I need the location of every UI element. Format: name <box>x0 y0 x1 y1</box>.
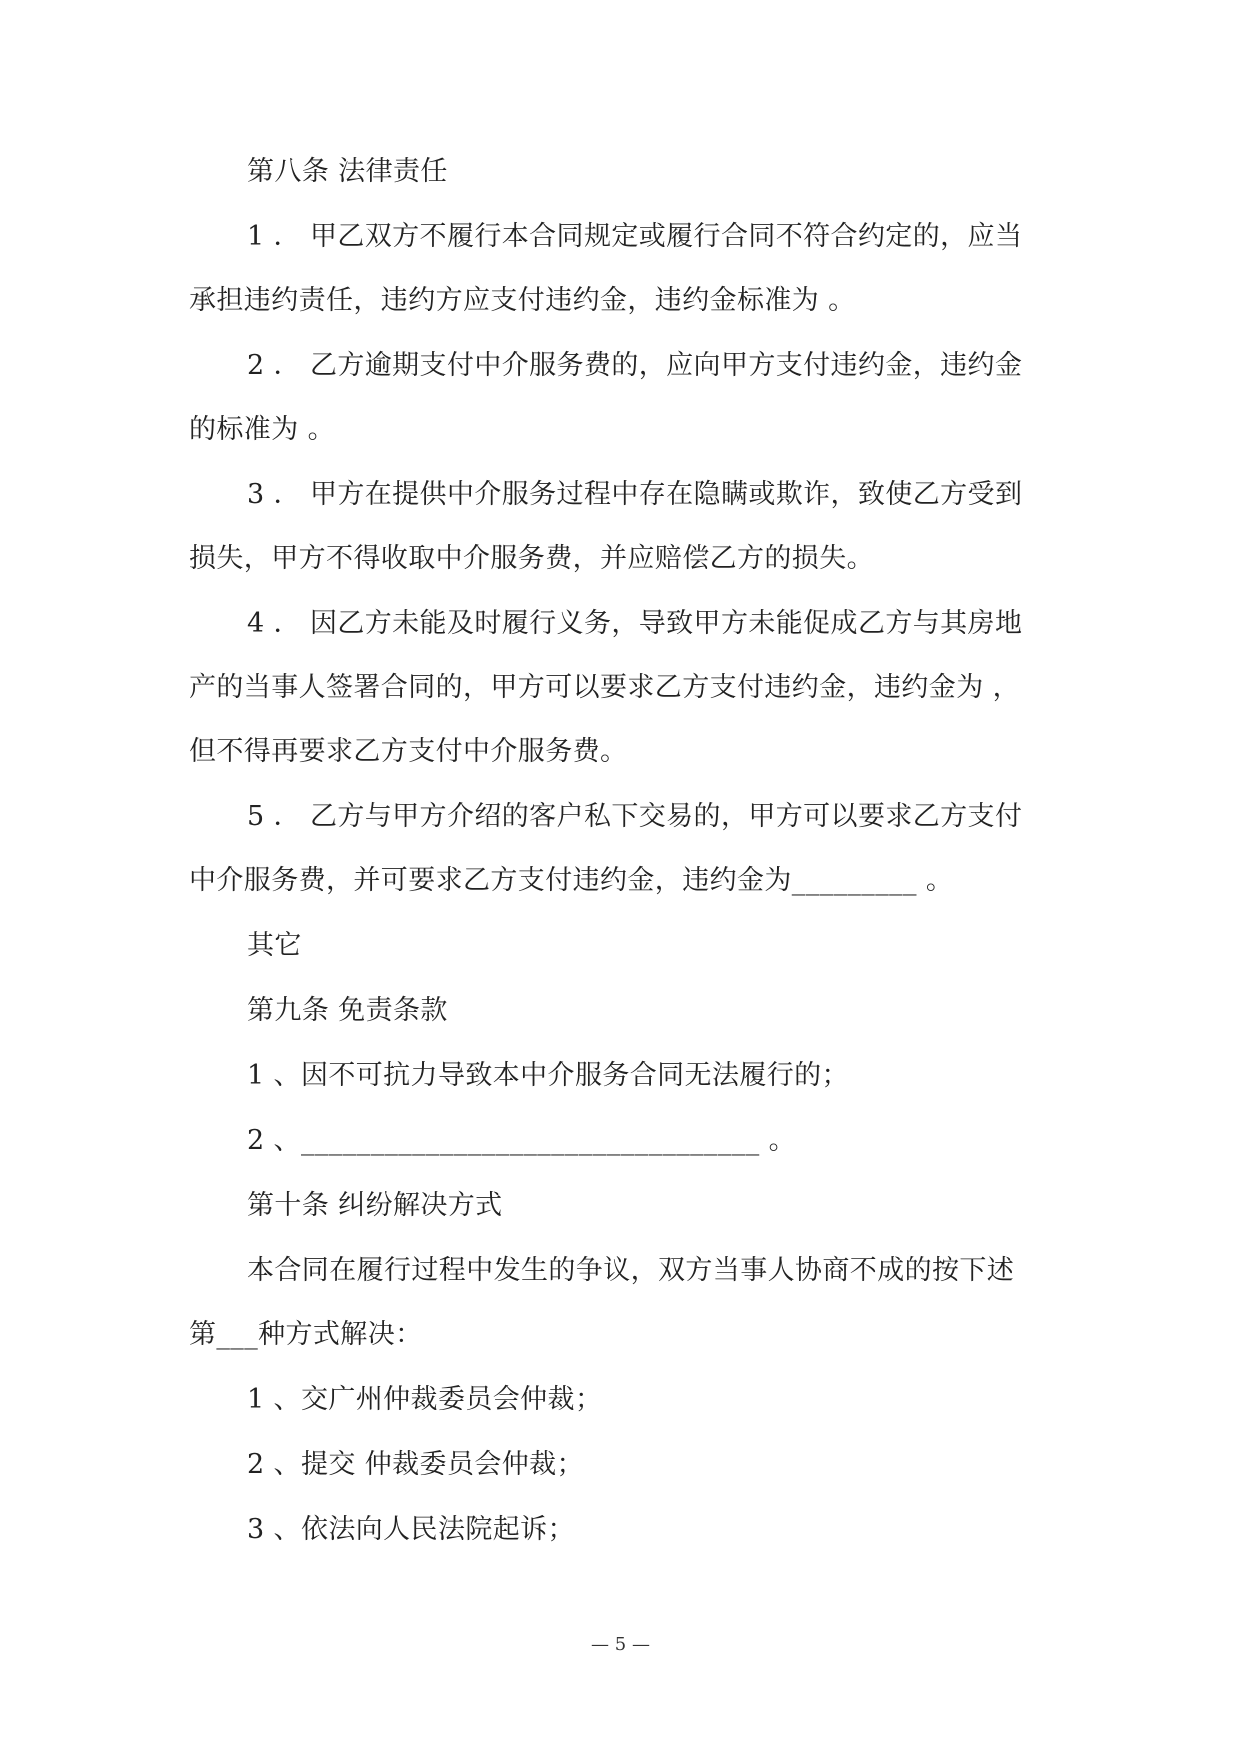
article-10-intro-line-1: 本合同在履行过程中发生的争议，双方当事人协商不成的按下述 <box>247 1255 1015 1286</box>
article-8-clause-1-line-2: 承担违约责任，违约方应支付违约金，违约金标准为 。 <box>189 285 856 316</box>
article-8-clause-2-line-1: 2 ． 乙方逾期支付中介服务费的，应向甲方支付违约金，违约金 <box>247 350 1023 381</box>
article-8-clause-3-line-2: 损失，甲方不得收取中介服务费，并应赔偿乙方的损失。 <box>189 543 874 574</box>
article-8-clause-5-line-1: 5 ． 乙方与甲方介绍的客户私下交易的，甲方可以要求乙方支付 <box>247 801 1023 832</box>
article-10-intro-line-2: 第___种方式解决： <box>189 1319 423 1350</box>
other-heading: 其它 <box>247 930 302 961</box>
document-body <box>189 152 1061 1550</box>
article-8-clause-4-line-3: 但不得再要求乙方支付中介服务费。 <box>189 736 628 767</box>
article-10-heading: 第十条 纠纷解决方式 <box>247 1190 503 1221</box>
article-10-option-3: 3 、依法向人民法院起诉； <box>247 1514 575 1545</box>
article-8-clause-3-line-1: 3 ． 甲方在提供中介服务过程中存在隐瞒或欺诈，致使乙方受到 <box>247 479 1023 510</box>
article-9-heading: 第九条 免责条款 <box>247 995 448 1026</box>
article-9-item-1: 1 、因不可抗力导致本中介服务合同无法履行的； <box>247 1060 849 1091</box>
article-10-option-1: 1 、交广州仲裁委员会仲裁； <box>247 1384 603 1415</box>
article-8-clause-1-line-1: 1 ． 甲乙双方不履行本合同规定或履行合同不符合约定的，应当 <box>247 221 1023 252</box>
article-8-clause-5-line-2: 中介服务费，并可要求乙方支付违约金，违约金为_________ 。 <box>189 865 954 896</box>
article-10-option-2: 2 、提交 仲裁委员会仲裁； <box>247 1449 584 1480</box>
article-8-heading: 第八条 法律责任 <box>247 156 448 187</box>
article-8-clause-4-line-2: 产的当事人签署合同的，甲方可以要求乙方支付违约金，违约金为 ， <box>189 672 1020 703</box>
page-number: — 5 — <box>591 1634 650 1655</box>
article-9-item-2: 2 、_________________________________ 。 <box>247 1125 797 1156</box>
article-8-clause-4-line-1: 4 ． 因乙方未能及时履行义务，导致甲方未能促成乙方与其房地 <box>247 608 1023 639</box>
article-8-clause-2-line-2: 的标准为 。 <box>189 414 335 445</box>
